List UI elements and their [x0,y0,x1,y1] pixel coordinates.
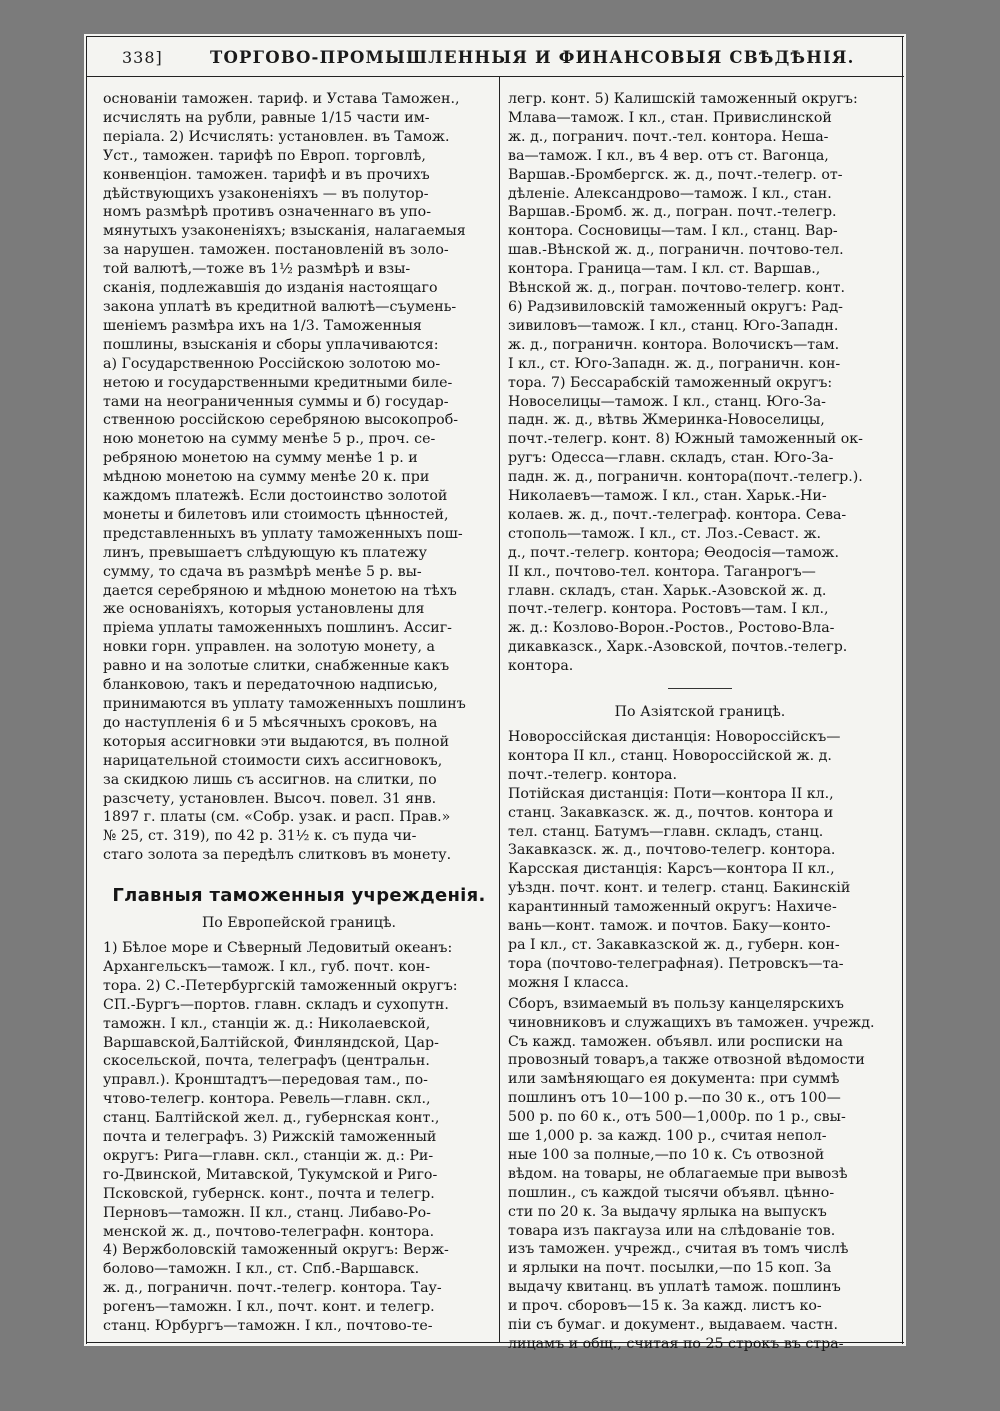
text-line: Закавказск. ж. д., почтово-телегр. контора. [508,842,836,859]
text-line: ребряною монетою на сумму менѣе 1 р. и [103,450,418,467]
left-column [103,90,495,1336]
text-line: 1897 г. платы (см. «Собр. узак. и расп. Прав.» [103,809,451,826]
text-line: изъ таможен. учрежд., считая въ томъ числѣ [508,1241,849,1258]
text-line: легр. конт. 5) Калишскій таможенный округъ: [508,91,858,107]
text-line: таможн. I кл., станціи ж. д.: Николаевской, [103,1015,431,1032]
text-line: станц. Закавказск. ж. д., почтов. контора и [508,804,834,821]
text-line: тами на неограниченныя суммы и б) государ- [103,393,449,410]
text-line: Новоселицы—тамож. I кл., станц. Юго-За- [508,393,826,410]
text-line: главн. складъ, стан. Харьк.-Азовской ж. д. [508,582,827,599]
text-line: дикавказск., Харк.-Азовской, почтов.-телегр. [508,639,848,656]
text-line: ж. д., погранич. почт.-тел. контора. Неша- [508,128,829,145]
page-number: 338] [122,48,163,67]
text-line: монеты и билетовъ или стоимость цѣнностей, [103,506,449,523]
text-line: закона уплатѣ въ кредитной валютѣ—съумень- [103,298,457,315]
text-line: новки горн. управлен. на золотую монету, а [103,639,435,656]
text-line: тора. 7) Бессарабскій таможенный округъ: [508,374,833,391]
text-line: II кл., почтово-тел. контора. Таганрогъ— [508,563,816,580]
text-line: управл.). Кронштадтъ—передовая там., по- [103,1072,428,1089]
text-line: пошлины, взысканія и сборы уплачиваются: [103,336,439,353]
running-title: ТОРГОВО-ПРОМЫШЛЕННЫЯ И ФИНАНСОВЫЯ СВѢДѢНІЯ. [210,48,855,67]
text-line: а) Государственною Россійскою золотою мо- [103,355,441,372]
text-line: пошлин., съ каждой тысячи объявл. цѣнно- [508,1184,835,1201]
text-line: чиновниковъ и служащихъ въ таможен. учрежд. [508,1014,875,1031]
text-line: тора (почтово-телеграфная). Петровскъ—та- [508,955,844,972]
text-line: почта и телеграфъ. 3) Рижскій таможенный [103,1129,437,1146]
text-line: той валютѣ,—тоже въ 1½ размѣрѣ и взы- [103,261,411,278]
text-line: мѣдною монетою на сумму менѣе 20 к. при [103,469,430,486]
text-line: Карсская дистанція: Карсъ—контора II кл., [508,861,835,878]
text-line: ж. д., пограничн. контора. Волочискъ—там. [508,336,840,353]
header-rule [86,76,904,77]
text-line: сти по 20 к. За выдачу ярлыка на выпускъ [508,1203,827,1220]
text-line: Съ кажд. таможен. объявл. или росписки на [508,1033,844,1050]
text-line: пріема уплаты таможенныхъ пошлинъ. Ассиг- [103,620,452,637]
text-line: каждомъ платежѣ. Если достоинство золотой [103,488,448,505]
text-line: Уст., таможен. тарифѣ по Европ. торговлѣ, [103,147,426,164]
text-line: почт.-телегр. конт. 8) Южный таможенный ок- [508,431,863,448]
text-line: 4) Вержболовскій таможенный округъ: Верж- [103,1242,449,1259]
text-line: дѣйствующихъ узаконеніяхъ — въ полутор- [103,185,429,202]
text-line: станц. Юрбургъ—таможн. I кл., почтово-те- [103,1318,433,1335]
text-line: стаго золота за передѣлъ слитковъ въ монету. [103,847,452,864]
text-line: представленныхъ въ уплату таможенныхъ пош- [103,525,463,542]
text-line: ва—тамож. I кл., въ 4 вер. отъ ст. Вагонца, [508,147,829,164]
text-line: пошлинъ отъ 10—100 р.—по 30 к., отъ 100— [508,1090,841,1107]
text-line: Варшав.-Бромб. ж. д., погран. почт.-телегр. [508,204,837,221]
european-border-subheading: По Европейской границѣ. [201,915,397,932]
text-line: Варшав.-Бромбергск. ж. д., почт.-телегр. от- [508,166,843,183]
text-line: нетою и государственными кредитными биле- [103,374,453,391]
text-line: шав.-Вѣнской ж. д., пограничн. почтово-тел. [508,242,844,259]
text-line: перiала. 2) Исчислять: установлен. въ Тамож. [103,128,450,145]
text-line: контора. Граница—там. I кл. ст. Варшав., [508,261,821,278]
tariff-paragraph [103,90,495,865]
text-line: или замѣняющаго ея документа: при суммѣ [508,1071,840,1088]
text-line: станц. Балтійской жел. д., губернская конт., [103,1110,440,1127]
text-line: 6) Радзивиловскій таможенный округъ: Рад- [508,298,843,315]
text-line: и ярлыки на почт. посылки,—по 15 коп. За [508,1260,832,1277]
text-line: нарицательной стоимости сихъ ассигновокъ, [103,752,443,769]
text-line: колаев. ж. д., почт.-телеграф. контора. Сева- [508,506,847,523]
text-line: ше 1,000 р. за кажд. 100 р., считая непол- [508,1128,827,1145]
text-line: го-Двинской, Митавской, Тукумской и Риго- [103,1166,438,1183]
text-line: основаніи таможен. тариф. и Устава Таможен., [103,91,460,107]
asian-customs-list [508,728,892,993]
section-heading: Главныя таможенныя учрежденія. [112,885,486,907]
text-line: контора II кл., станц. Новороссійской ж. д. [508,747,832,764]
text-line: Варшавской,Балтійской, Финляндской, Цар- [103,1034,439,1051]
text-line: Потійская дистанція: Поти—контора II кл., [508,785,834,802]
text-line: ною монетою на сумму менѣе 5 р., проч. се- [103,431,436,448]
text-line: ные 100 за полные,—по 10 к. Съ отвозной [508,1146,825,1163]
fees-paragraph [508,995,892,1354]
text-line: сумму, то сдача въ размѣрѣ менѣе 5 р. вы- [103,563,422,580]
text-line: вань—конт. тамож. и почтов. Баку—конто- [508,918,831,935]
text-line: ра I кл., ст. Закавказской ж. д., губерн. кон- [508,936,840,953]
text-line: линъ, превышаетъ слѣдующую къ платежу [103,544,427,561]
text-line: ругъ: Одесса—главн. складъ, стан. Юго-За- [508,450,834,467]
text-line: же основаніяхъ, которыя установлены для [103,601,425,618]
text-line: Вѣнской ж. д., погран. почтово-телегр. конт. [508,280,846,297]
text-line: Перновъ—таможн. II кл., станц. Либаво-Ро- [103,1204,431,1221]
section-separator [668,688,732,689]
text-line: почт.-телегр. контора. [508,766,678,783]
text-line: 500 р. по 60 к., отъ 500—1,000р. по 1 р., свы- [508,1109,846,1126]
text-line: лицамъ и общ., считая по 25 строкъ въ стра- [508,1336,844,1352]
text-line: провозный товаръ,а также отвозной вѣдомости [508,1052,865,1069]
text-line: Сборъ, взимаемый въ пользу канцелярскихъ [508,995,844,1012]
text-line: ж. д., пограничн. почт.-телегр. контора. Тау- [103,1280,442,1297]
text-line: піи съ бумаг. и документ., выдаваем. частн. [508,1317,838,1334]
text-line: конвенціон. таможен. тарифѣ и въ прочихъ [103,166,430,183]
customs-districts-paragraph [508,90,892,676]
text-line: болово—таможн. I кл., ст. Спб.-Варшавск. [103,1261,420,1278]
text-line: карантинный таможенный округъ: Нахиче- [508,899,837,916]
asian-border-subheading: По Азіятской границѣ. [614,704,786,721]
text-line: округъ: Рига—главн. скл., станціи ж. д.: Ри- [103,1147,434,1164]
text-line: ж. д.: Козлово-Ворон.-Ростов., Ростово-Вла- [508,620,835,637]
text-line: тора. 2) С.-Петербургскій таможенный округъ: [103,977,458,994]
text-line: равно и на золотые слитки, снабженные какъ [103,658,450,675]
text-line: дѣленіе. Александрово—тамож. I кл., стан. [508,185,832,202]
text-line: бланковою, такъ и передаточною надписью, [103,677,438,694]
text-line: контора. Сосновицы—там. I кл., станц. Вар- [508,223,838,240]
frame-left-rule [86,36,87,1344]
text-line: СП.-Бургъ—портов. главн. складъ и сухопутн. [103,996,449,1013]
frame-right-rule [902,36,903,1344]
frame-top-rule [86,36,904,37]
text-line: почт.-телегр. контора. Ростовъ—там. I кл., [508,601,829,618]
text-line: стополь—тамож. I кл., ст. Лоз.-Севаст. ж. [508,525,822,542]
text-line: за нарушен. таможен. постановленій въ золо- [103,242,449,259]
text-line: и проч. сборовъ—15 к. За кажд. листъ ко- [508,1298,822,1315]
running-header [92,40,898,70]
text-line: чтово-телегр. контора. Ревель—главн. скл., [103,1091,431,1108]
text-line: разсчету, установлен. Высоч. повел. 31 янв. [103,790,437,807]
text-line: д., почт.-телегр. контора; Ѳеодосія—тамож. [508,544,839,561]
text-line: скосельской, почта, телеграфъ (центральн. [103,1053,430,1070]
text-line: выдачу квитанц. въ уплатѣ тамож. пошлинъ [508,1279,841,1296]
text-line: Николаевъ—тамож. I кл., стан. Харьк.-Ни- [508,488,827,505]
text-line: менской ж. д., почтово-телеграфн. контора. [103,1223,435,1240]
right-column [508,90,892,1354]
text-line: до наступленія 6 и 5 мѣсячныхъ сроковъ, на [103,714,438,731]
text-line: рогенъ—таможн. I кл., почт. конт. и телегр. [103,1299,435,1316]
text-line: можня I класса. [508,974,629,991]
text-line: Млава—тамож. I кл., стан. Привислинской [508,109,832,126]
text-line: сканія, подлежавшія до изданія настоящаго [103,280,438,297]
text-line: 1) Бѣлое море и Сѣверный Ледовитый океанъ: [103,939,453,956]
text-line: I кл., ст. Юго-Западн. ж. д., пограничн. кон- [508,355,841,372]
text-line: шеніемъ размѣра ихъ на 1/3. Таможенныя [103,317,422,334]
text-line: № 25, ст. 319), по 42 р. 31½ к. съ пуда чи- [103,828,417,845]
text-line: падн. ж. д., пограничн. контора(почт.-телегр.). [508,469,863,486]
text-line: зивиловъ—тамож. I кл., станц. Юго-Западн. [508,317,839,334]
text-line: Псковской, губернск. конт., почта и телегр. [103,1185,435,1202]
text-line: за скидкою лишь съ ассигнов. на слитки, по [103,771,437,788]
text-line: Новороссійская дистанція: Новороссійскъ— [508,729,841,745]
text-line: падн. ж. д., вѣтвь Жмеринка-Новоселицы, [508,412,825,429]
text-line: исчислять на рубли, равные 1/15 части им- [103,109,430,126]
column-divider [499,76,500,1342]
text-line: дается серебряною и мѣдною монетою на тѣхъ [103,582,457,599]
text-line: товара изъ пакгауза или на слѣдованіе тов. [508,1222,836,1239]
text-line: вѣдом. на товары, не облагаемые при вывозѣ [508,1165,848,1182]
text-line: принимаются въ уплату таможенныхъ пошлинъ [103,696,466,712]
text-line: номъ размѣрѣ противъ означеннаго въ упо- [103,204,431,221]
text-line: которыя ассигновки эти выдаются, въ полной [103,733,450,750]
european-customs-list [103,939,495,1336]
text-line: мянутыхъ узаконеніяхъ; взысканія, налагаемыя [103,223,466,240]
text-line: тел. станц. Батумъ—главн. складъ, станц. [508,823,824,840]
text-line: уѣздн. почт. конт. и телегр. станц. Бакинскій [508,880,851,897]
text-line: ственною россійскою серебряною высокопроб- [103,412,459,429]
text-line: Архангельскъ—тамож. I кл., губ. почт. кон- [103,958,431,975]
text-line: контора. [508,658,574,675]
